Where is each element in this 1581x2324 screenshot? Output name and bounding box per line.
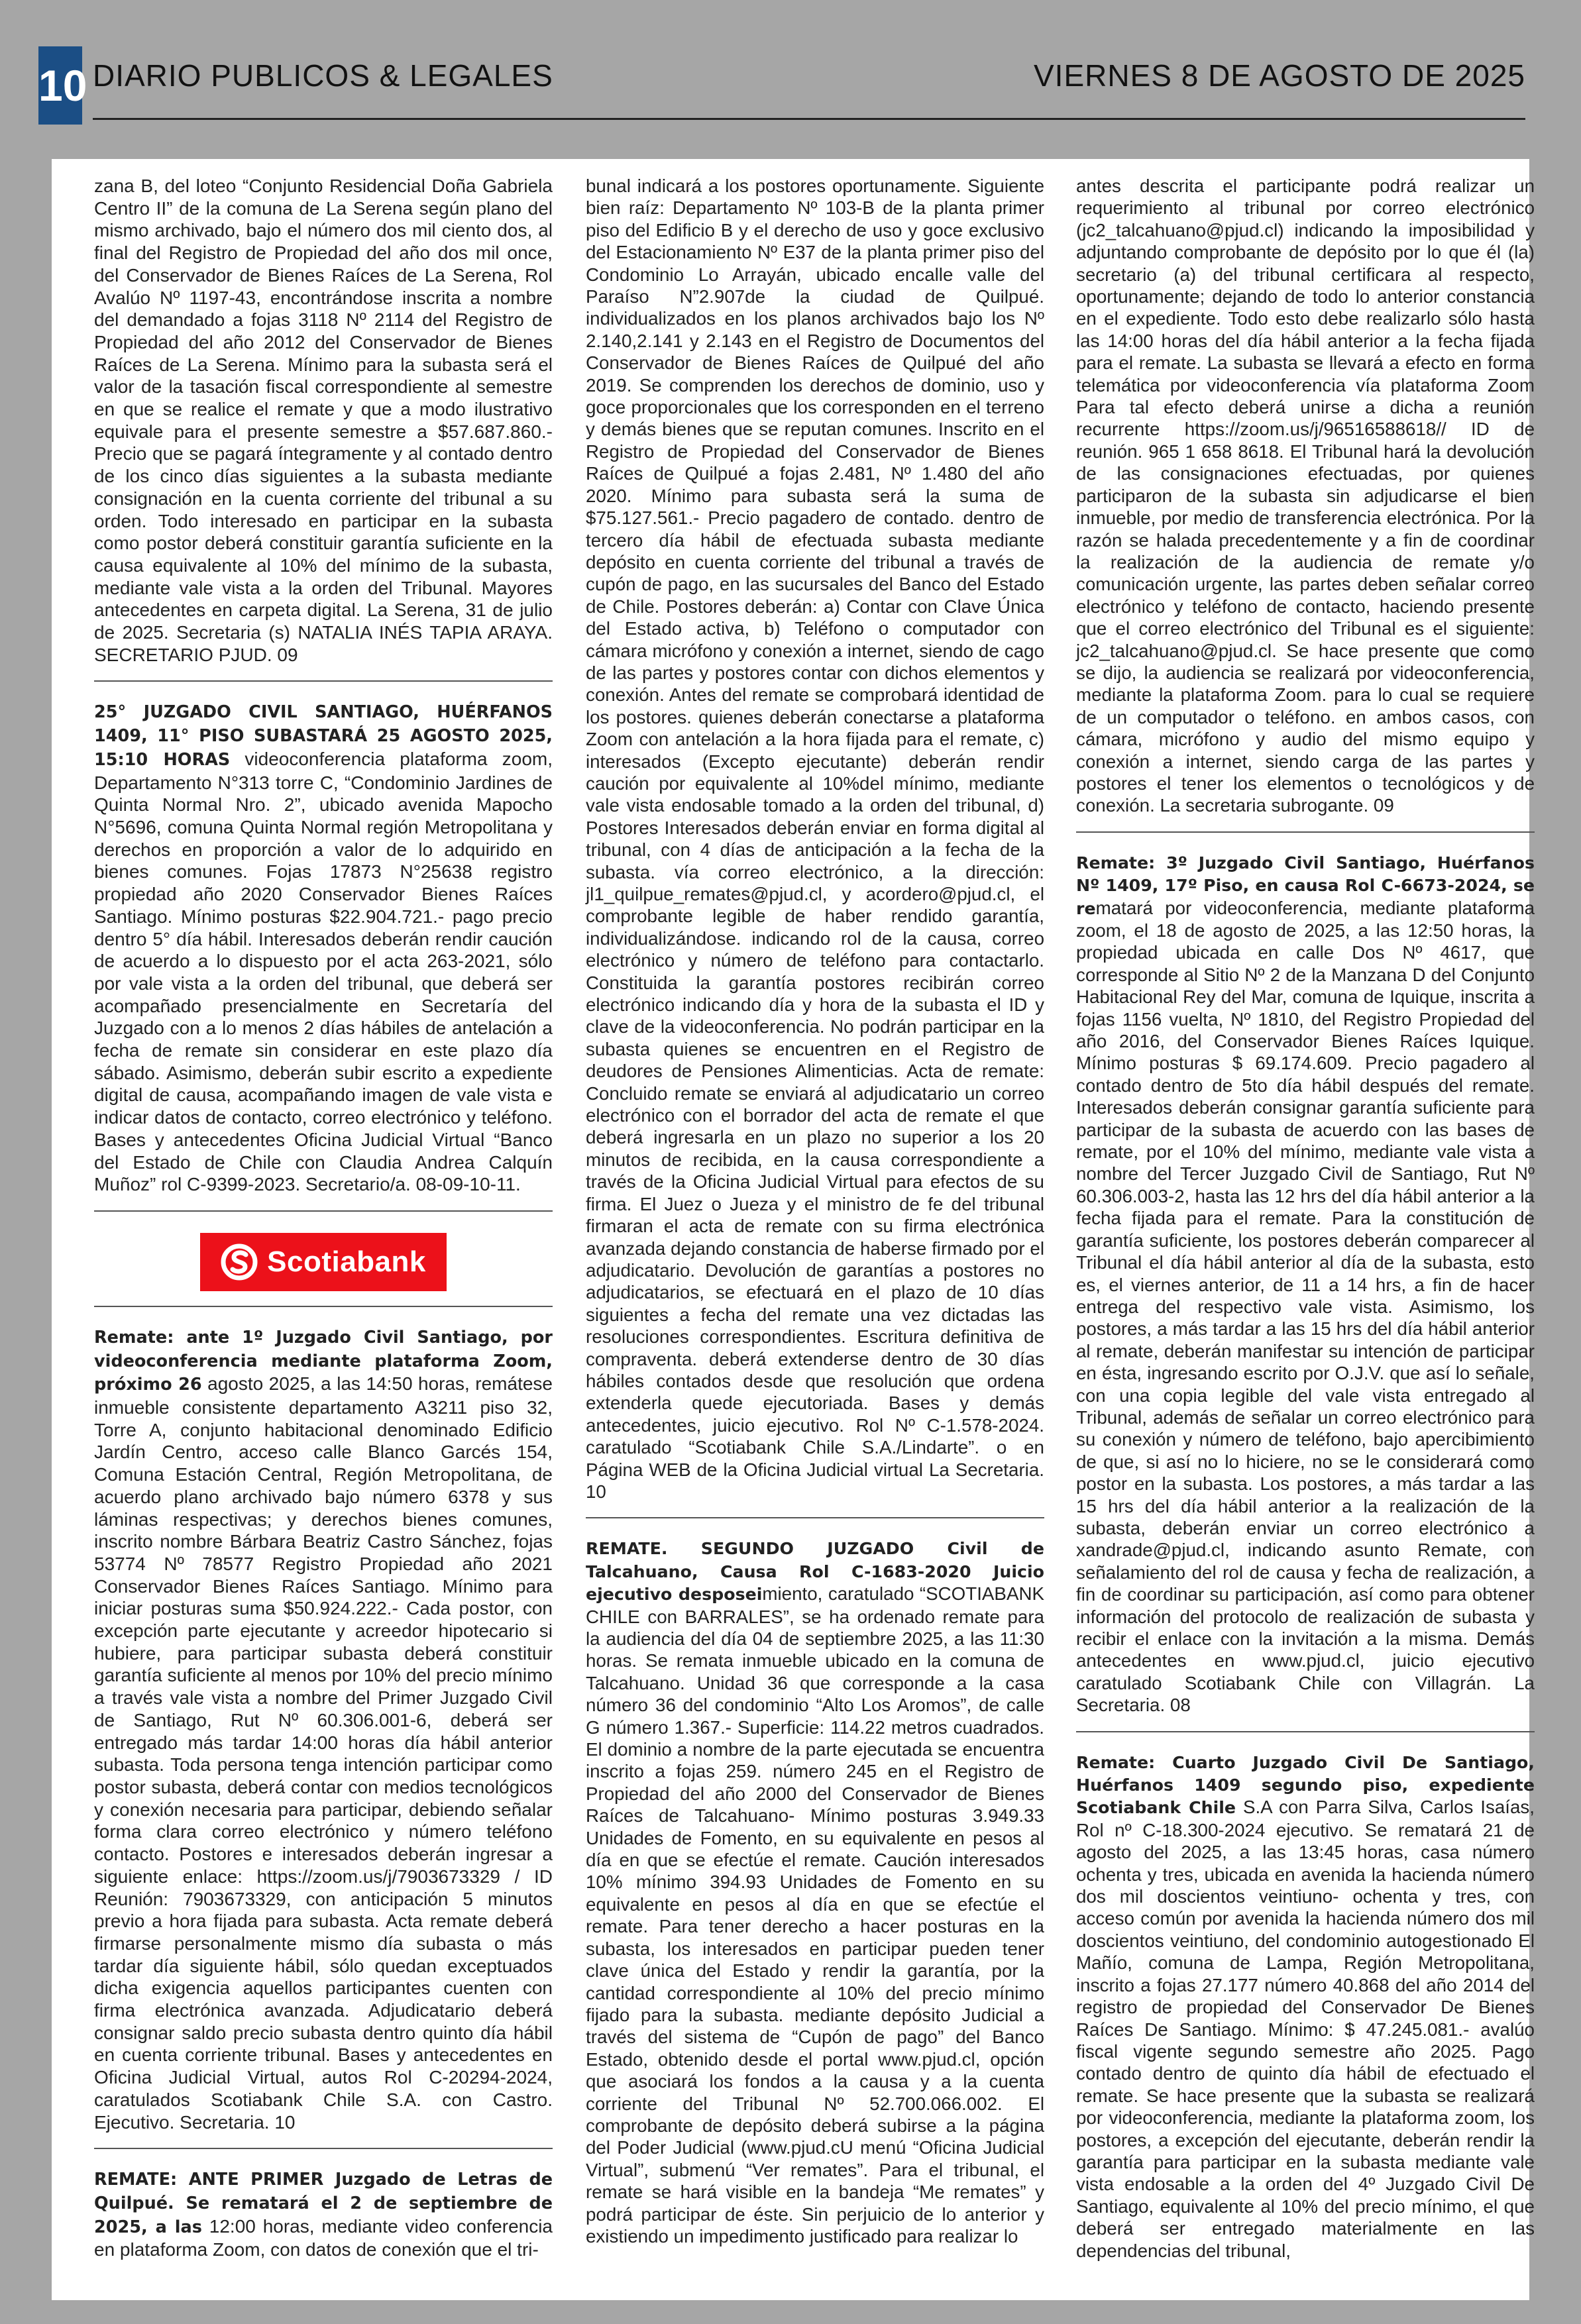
notice-heading: Remate: 3º Juzgado Civil Santiago, Huérfanos Nº 1409, 17º Piso, en causa Rol C-6673-2024, se re [1076, 853, 1535, 918]
notice-text: antes descrita el participante podrá realizar un requerimiento al tribunal por correo electrónico (jc2_talcahuano@pjud.cl) indicando la imposibilidad y adjuntando comprobante de depósito por lo que él (la) secretario (a) del tribunal certificara al respecto, oportunamente; dejando de todo lo anterior constancia en el expediente. Todo esto debe realizarlo sólo hasta las 14:00 horas del día hábil anterior a la fecha fijada para el remate. La subasta se llevará a efecto en forma telemática por videoconferencia vía plataforma Zoom Para tal efecto deberá unirse a dicha a reunión recurrente https://zoom.us/j/96516588618// ID de reunión. 965 1 658 8618. El Tribunal hará la devolución de las consignaciones efectuadas, por quienes participaron de la subasta sin adjudicarse el bien inmueble, por medio de transferencia electrónica. Por la razón se halada precedentemente y a fin de coordinar la realización de la audiencia de remate y/o comunicación urgente, las partes deben señalar correo electrónico y teléfono de contacto, haciendo presente que el correo electrónico del Tribunal es el siguiente: jc2_talcahuano@pjud.cl. Se hace presente que como se dijo, la audiencia se realizará por videoconferencia, mediante la plataforma Zoom. para lo cual se requiere de un computador o teléfono. en ambos casos, con cámara, micrófono y audio del mismo equipo y conexión a internet, siendo carga de las partes y postores el tener los elementos o tecnológicos y de conexión. La secretaria subrogante. 09 [1076, 176, 1535, 816]
notice-quilpue-continued [586, 175, 1044, 1503]
divider [94, 2148, 553, 2149]
scotiabank-s-icon [221, 1243, 258, 1281]
notice-1-juzgado-scotiabank [94, 1326, 553, 2133]
header-rule [93, 118, 1525, 120]
notice-text: zana B, del loteo “Conjunto Residencial Doña Gabriela Centro II” de la comuna de La Serena según plano del mismo archivado, bajo el número dos mil ciento dos, al final del Registro de Propiedad del año dos mil once, del Conservador de Bienes Raíces de La Serena, Rol Avalúo Nº 1197-43, encontrándose inscrita a nombre del demandado a fojas 3118 Nº 2114 del Registro de Propiedad del año 2012 del Conservador de Bienes Raíces de La Serena. Mínimo para la subasta será el valor de la tasación fiscal correspondiente al semestre en que se realice el remate y que a modo ilustrativo equivale para el presente semestre a $57.687.860.- Precio que se pagará íntegramente y al contado dentro de los cinco días siguientes a la subasta mediante consignación en la cuenta corriente del tribunal a su orden. Todo interesado en participar en la subasta como postor deberá constituir garantía suficiente en la causa equivalente al 10% del mínimo de la subasta, mediante vale vista a la orden del Tribunal. Mayores antecedentes en carpeta digital. La Serena, 31 de julio de 2025. Secretaria (s) NATALIA INÉS TAPIA ARAYA. SECRETARIO PJUD. 09 [94, 176, 553, 665]
notice-text: 12:00 horas, mediante video conferencia en plataforma Zoom, con datos de conexión que el tri- [94, 2215, 553, 2260]
notice-talcahuano-continued [1076, 175, 1535, 817]
notice-text: miento, caratulado “SCOTIABANK CHILE con BARRALES”, se ha ordenado remate para la audiencia del día 04 de septiembre 2025, a las 11:30 horas. Se remata inmueble ubicado en la comuna de Talcahuano. Unidad 36 que corresponde a la casa número 36 del condominio “Alto Los Aromos”, de calle G número 1.367.- Superficie: 114.22 metros cuadrados. El dominio a nombre de la parte ejecutada se encuentra inscrito a fojas 259. número 245 en el Registro de Propiedad del año 2000 del Conservador de Bienes Raíces de Talcahuano- Mínimo posturas 3.949.33 Unidades de Fomento, en su equivalente en pesos al día en que se efectúe el remate. Caución interesados 10% mínimo 394.93 Unidades de Fomento en su equivalente en pesos al día en que se efectúe el remate. Para tener derecho a hacer posturas en la subasta, los interesados en participar pueden tener clave única del Estado y rendir la garantía, por la cantidad correspondiente al 10% del precio mínimo fijado para la subasta. mediante depósito Judicial a través del sistema de “Cupón de pago” del Banco Estado, obtenido desde el portal www.pjud.cl, opción que asociará los fondos a la causa y a la cuenta corriente del Tribunal Nº 52.700.066.002. El comprobante de depósito deberá subirse a la página del Poder Judicial (www.pjud.cU menú “Oficina Judicial Virtual”, submenú “Ver remates”. Para el tribunal, el remate se hará visible en la bandeja “Me remates” y podrá participar de éste. Sin perjuicio de lo anterior y existiendo un impedimento justificado para realizar lo [586, 1583, 1045, 2246]
scotiabank-logo [200, 1233, 447, 1291]
notice-25-juzgado [94, 700, 553, 1195]
notice-text: agosto 2025, a las 14:50 horas, remátese inmueble consistente departamento A3211 piso 32, Torre A, conjunto habitacional denominado Edificio Jardín Centro, acceso calle Blanco Garcés 154, Comuna Estación Central, Región Metropolitana, de acuerdo plano archivado bajo número 6378 y sus láminas respectivas; y derechos bienes comunes, inscrito nombre Bárbara Beatriz Castro Sánchez, fojas 53774 Nº 78577 Registro Propiedad año 2021 Conservador Bienes Raíces Santiago. Mínimo para iniciar posturas suma $50.924.222.- Cada postor, con excepción parte ejecutante y acreedor hipotecario si hubiere, para participar subasta deberá constituir garantía suficiente al menos por 10% del precio mínimo a través vale vista a nombre del Primer Juzgado Civil de Santiago, Rut Nº 60.306.001-6, deberá ser entregado más tardar 14:00 horas día hábil anterior subasta. Toda persona tenga intención participar como postor subasta, deberá contar con medios tecnológicos y conexión necesaria para participar, debiendo señalar forma clara correo electrónico y número teléfono contacto. Postores e interesados deberán ingresar a siguiente enlace: https://zoom.us/j/7903673329 / ID Reunión: 7903673329, con anticipación 5 minutos previo a hora fijada para subasta. Acta remate deberá firmarse personalmente mismo día subasta o más tardar día siguiente hábil, sólo quedan exceptuados dicha exigencia aquellos participantes cuenten con firma electrónica avanzada. Adjudicatario deberá consignar saldo precio subasta dentro quinto día hábil en cuenta corriente tribunal. Bases y antecedentes en Oficina Judicial Virtual, autos Rol C-20294-2024, caratulados Scotiabank Chile S.A. con Castro. Ejecutivo. Secretaria. 10 [94, 1373, 553, 2133]
notice-text: matará por videoconferencia, mediante plataforma zoom, el 18 de agosto de 2025, a las 12:50 horas, la propiedad ubicada en calle Dos Nº 4617, que corresponde al Sitio Nº 2 de la Manzana D del Conjunto Habitacional Rey del Mar, comuna de Iquique, inscrita a fojas 1156 vuelta, Nº 1810, del Registro Propiedad del año 2016, del Conservador Bienes Raíces Iquique. Mínimo posturas $ 69.174.609. Precio pagadero al contado dentro de 5to día hábil después del remate. Interesados deberán consignar garantía suficiente para participar de la subasta de acuerdo con las bases de remate, por el 10% del mínimo, mediante vale vista a nombre del Tercer Juzgado Civil de Santiago, Rut Nº 60.306.003-2, hasta las 12 hrs del día hábil anterior a la fecha fijada para el remate. Para la constitución de garantía suficiente, los postores deberán comparecer al Tribunal el día hábil anterior al día de la subasta, esto es, el viernes anterior, de 11 a 14 hrs, a fin de hacer entrega del respectivo vale vista. Asimismo, los postores, a más tardar a las 15 hrs del día hábil anterior al remate, deberán manifestar su intención de participar en ésta, ingresando escrito por O.J.V. que así lo señale, con una copia legible del vale vista entregado al Tribunal, además de señalar un correo electrónico para su conexión y número de teléfono, bajo apercibimiento de que, si así no lo hiciere, no se le considerará como postor en la subasta. Los postores, a más tardar a las 15 hrs del día hábil anterior a la realización de la subasta, deberán enviar un correo electrónico a xandrade@pjud.cl, indicando asunto Remate, con señalamiento del rol de causa y fecha de realización, a fin de coordinar su participación, así como para obtener información del protocolo de realización de subasta y recibir el enlace con la invitación a la misma. Demás antecedentes en www.pjud.cl, juicio ejecutivo caratulado Scotiabank Chile con Villagrán. La Secretaria. 08 [1076, 897, 1535, 1716]
divider [1076, 1731, 1535, 1732]
notice-heading: REMATE. SEGUNDO JUZGADO Civil de Talcahuano, Causa Rol C-1683-2020 Juicio ejecutivo desposei [586, 1539, 1044, 1605]
notice-heading: Remate: ante 1º Juzgado Civil Santiago, por videoconferencia mediante plataforma Zoom, próximo 26 [94, 1327, 553, 1395]
scotiabank-logo-area [94, 1230, 553, 1294]
notice-3-juzgado [1076, 851, 1535, 1717]
notice-text: bunal indicará a los postores oportunamente. Siguiente bien raíz: Departamento Nº 103-B de la planta primer piso del Edificio B y el derecho de uso y goce exclusivo del Estacionamiento Nº E37 de la planta primer piso del Condominio Lo Arrayán, ubicado encalle valle del Paraíso N”2.907de la ciudad de Quilpué. individualizados en los planos archivados bajo los Nº 2.140,2.141 y 2.143 en el Registro de Documentos del Conservador de Bienes Raíces de Quilpué del año 2019. Se comprenden los derechos de dominio, uso y goce proporcionales que los corresponden en el terreno y demás bienes que se reputan comunes. Inscrito en el Registro de Propiedad del Conservador de Bienes Raíces de Quilpué a fojas 2.481, Nº 1.480 del año 2020. Mínimo para subasta será la suma de $75.127.561.- Precio pagadero de contado. dentro de tercero día hábil de efectuada subasta mediante depósito en cuenta corriente del tribunal a través de cupón de pago, en las sucursales del Banco del Estado de Chile. Postores deberán: a) Contar con Clave Única del Estado activa, b) Teléfono o computador con cámara micrófono y conexión a internet, siendo de cago de las partes y postores contar con dichos elementos y conexión. Antes del remate se comprobará identidad de los postores. quienes deberán conectarse a plataforma Zoom con antelación a la hora fijada para el remate, c) interesados (Excepto ejecutante) deberán rendir caución por equivalente al 10%del mínimo, mediante vale vista endosable tomado a la orden del tribunal, d) Postores Interesados deberán enviar en forma digital al tribunal, con 4 días de anticipación a la fecha de la subasta. vía correo electrónico, a la dirección: jl1_quilpue_remates@pjud.cl, y acordero@pjud.cl, el comprobante legible de haber rendido garantía, individualizándose. indicando rol de la causa, correo electrónico y número de teléfono para contactarlo. Constituida la garantía postores recibirán correo electrónico indicando día y hora de la subasta el ID y clave de la videoconferencia. No podrán participar en la subasta quienes se encuentren en el Registro de deudores de Pensiones Alimenticias. Acta de remate: Concluido remate se enviará al adjudicatario un correo electrónico con el borrador del acta de remate el que deberá ingresarla en un plazo no superior a los 20 minutos de recibida, en la causa correspondiente a través de la Oficina Judicial Virtual para efectos de su firma. El Juez o Jueza y el ministro de fe del tribunal firmaran el acta de remate con su firma electrónica avanzada dejando constancia de haberse firmado por el adjudicatario. Devolución de garantías a postores no adjudicatarios, se efectuará en el plazo de 10 días siguientes a fecha del remate una vez dictadas las resoluciones correspondientes. Escritura definitiva de compraventa. deberá extenderse dentro de 30 días hábiles contados desde que resolución que ordena extenderla quede ejecutoriada. Bases y demás antecedentes, juicio ejecutivo. Rol Nº C-1.578-2024. caratulado “Scotiabank Chile S.A./Lindarte”. o en Página WEB de la Oficina Judicial virtual La Secretaria. 10 [586, 176, 1044, 1502]
notice-4-juzgado [1076, 1751, 1535, 2262]
column-2 [586, 175, 1044, 2256]
notice-text: S.A con Parra Silva, Carlos Isaías, Rol nº C-18.300-2024 ejecutivo. Se rematará 21 de agosto del 2025, a las 13:45 horas, casa número ochenta y tres, ubicada en avenida la hacienda número dos mil doscientos veintiuno- ochenta y tres, con acceso común por avenida la hacienda número dos mil doscientos veintiuno, del condominio autogestionado El Mañío, comuna de Lampa, Región Metropolitana, inscrito a fojas 27.177 número 40.868 del año 2014 del registro de propiedad del Conservador De Bienes Raíces De Santiago. Mínimo: $ 47.245.081.- avalúo fiscal vigente segundo semestre año 2025. Pago contado dentro de quinto día hábil de efectuado el remate. Se hace presente que la subasta se realizará por videoconferencia, mediante la plataforma zoom, los postores, a excepción del ejecutante, deberán rendir la garantía para participar en la subasta mediante vale vista endosable a la orden del 4º Juzgado Civil De Santiago, equivalente al 10% del precio mínimo, el que deberá ser entregado materialmente en las dependencias del tribunal, [1076, 1797, 1535, 2261]
notice-talcahuano [586, 1537, 1044, 2247]
page-number: 10 [38, 46, 82, 125]
notice-heading: 25° JUZGADO CIVIL SANTIAGO, HUÉRFANOS 1409, 11° PISO SUBASTARÁ 25 AGOSTO 2025, 15:10 HORAS [94, 702, 553, 770]
column-1 [94, 175, 553, 2270]
divider [1076, 831, 1535, 833]
divider [94, 680, 553, 682]
divider [586, 1517, 1044, 1518]
divider [94, 1210, 553, 1212]
notice-la-serena-continued [94, 175, 553, 666]
notice-quilpue [94, 2168, 553, 2261]
notice-text: videoconferencia plataforma zoom, Departamento N°313 torre C, “Condominio Jardines de Quinta Normal Nro. 2”, ubicado avenida Mapocho N°5696, comuna Quinta Normal región Metropolitana y derechos en proporción a valor de lo adquirido en bienes comunes. Fojas 17873 N°25638 registro propiedad año 2020 Conservador Bienes Raíces Santiago. Mínimo posturas $22.904.721.- pago precio dentro 5° día hábil. Interesados deberán rendir caución de acuerdo a lo dispuesto por el acta 263-2021, sólo por vale vista a la orden del tribunal, que deberá ser acompañado presencialmente en Secretaría del Juzgado con a lo menos 2 días hábiles de antelación a fecha de remate sin considerar en este plazo día sábado. Asimismo, deberán subir escrito a expediente digital de causa, acompañando imagen de vale vista e indicar datos de contacto, correo electrónico y teléfono. Bases y antecedentes Oficina Judicial Virtual “Banco del Estado de Chile con Claudia Andrea Calquín Muñoz” rol C-9399-2023. Secretario/a. 08-09-10-11. [94, 748, 553, 1195]
scotiabank-wordmark: Scotiabank [267, 1245, 426, 1278]
notice-heading: REMATE: ANTE PRIMER Juzgado de Letras de Quilpué. Se rematará el 2 de septiembre de 2025, a las [94, 2170, 553, 2237]
issue-date: VIERNES 8 DE AGOSTO DE 2025 [1034, 58, 1525, 93]
divider [94, 1306, 553, 1307]
publication-name: DIARIO PUBLICOS & LEGALES [93, 58, 553, 93]
notice-heading: Remate: Cuarto Juzgado Civil De Santiago, Huérfanos 1409 segundo piso, expediente Scotiabank Chile [1076, 1752, 1535, 1818]
column-3 [1076, 175, 1535, 2271]
